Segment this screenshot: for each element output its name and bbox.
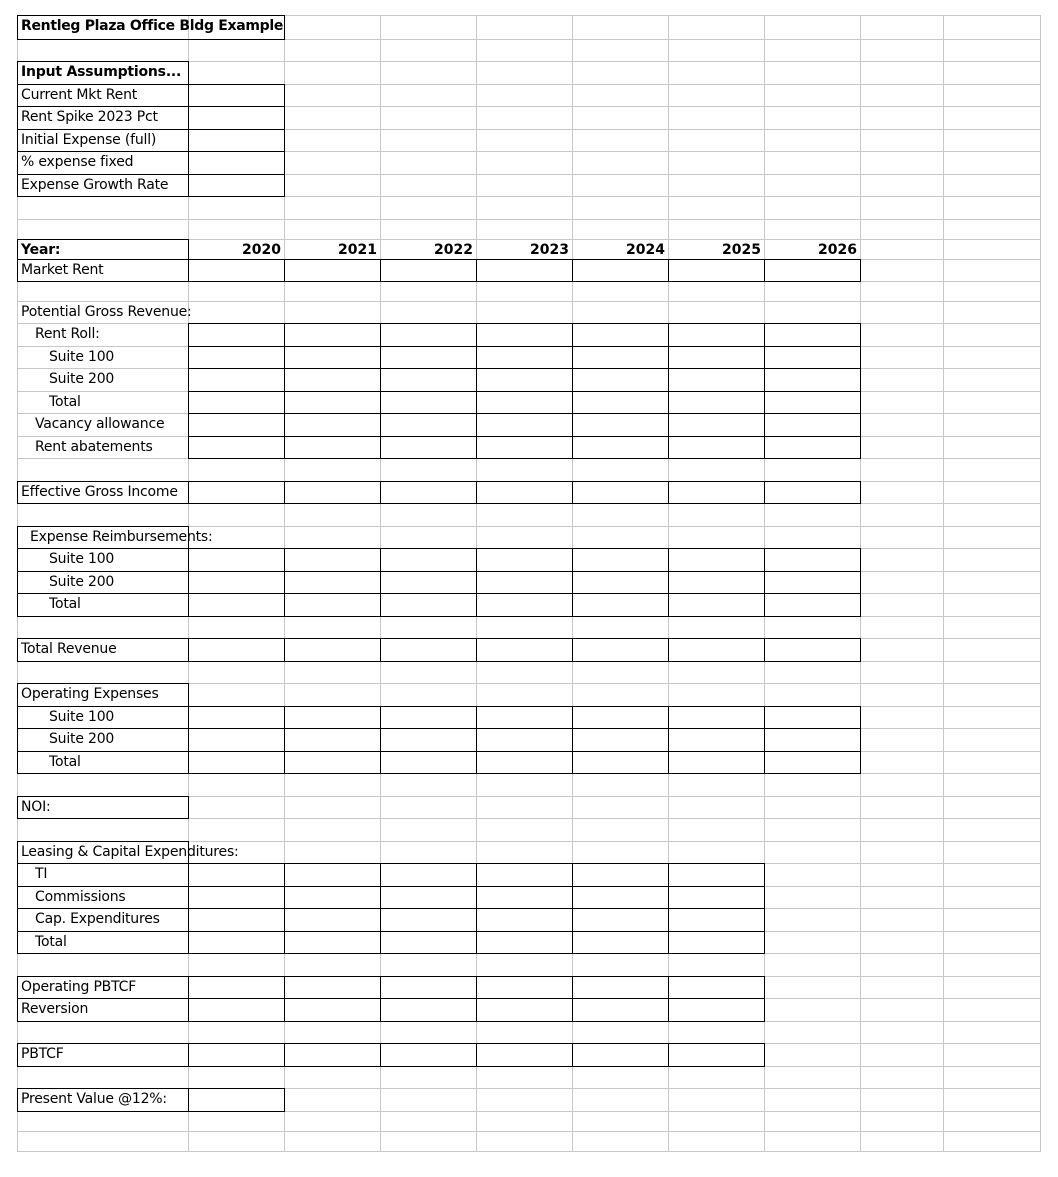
year-input-cell[interactable] [380, 481, 477, 504]
year-header: 2020 [242, 242, 281, 258]
row-label-pv: Present Value @12%: [21, 1091, 167, 1107]
row-label-noi: NOI: [21, 799, 51, 815]
assumption-label-cell [17, 84, 189, 107]
year-input-cell[interactable] [284, 346, 381, 369]
year-input-cell[interactable] [668, 863, 765, 887]
row-label-ox-total: Total [49, 754, 81, 770]
year-input-cell[interactable] [380, 593, 477, 617]
year-input-cell[interactable] [476, 976, 573, 999]
year-input-cell[interactable] [476, 998, 573, 1022]
row-label-cell [17, 751, 189, 774]
year-input-cell[interactable] [668, 436, 765, 459]
year-input-cell[interactable] [668, 998, 765, 1022]
row-label-rent-roll: Rent Roll: [35, 326, 100, 342]
year-input-cell[interactable] [476, 436, 573, 459]
year-input-cell[interactable] [764, 368, 861, 392]
year-input-cell[interactable] [572, 886, 669, 909]
row-label-lc-total: Total [35, 934, 67, 950]
year-input-cell[interactable] [764, 593, 861, 617]
gridline [17, 1131, 1041, 1132]
year-input-cell[interactable] [188, 976, 285, 999]
row-label-cell [17, 1088, 189, 1112]
year-input-cell[interactable] [764, 413, 861, 437]
year-input-cell[interactable] [668, 548, 765, 572]
gridline [17, 1151, 1041, 1152]
row-label-cell [17, 1043, 189, 1067]
row-label-exp-reimb: Expense Reimbursements: [30, 529, 213, 545]
title-cell [17, 15, 285, 40]
year-input-cell[interactable] [668, 751, 765, 774]
year-input-cell[interactable] [380, 1043, 477, 1067]
year-input-cell[interactable] [284, 638, 381, 662]
year-input-cell[interactable] [284, 481, 381, 504]
present-value-cell[interactable] [188, 1088, 285, 1112]
row-label-cell [17, 998, 189, 1022]
year-input-cell[interactable] [668, 908, 765, 932]
year-input-cell[interactable] [572, 346, 669, 369]
year-input-cell[interactable] [668, 1043, 765, 1067]
year-input-cell[interactable] [572, 548, 669, 572]
assumption-label-cell [17, 151, 189, 175]
year-input-cell[interactable] [284, 436, 381, 459]
year-input-cell[interactable] [284, 259, 381, 282]
year-input-cell[interactable] [572, 368, 669, 392]
row-label-cell [17, 931, 189, 954]
year-input-cell[interactable] [572, 638, 669, 662]
row-label-opex: Operating Expenses [21, 686, 159, 702]
year-input-cell[interactable] [476, 706, 573, 729]
gridline [17, 219, 1041, 220]
row-label-cell [17, 796, 189, 819]
year-input-cell[interactable] [476, 259, 573, 282]
year-input-cell[interactable] [188, 346, 285, 369]
year-input-cell[interactable] [476, 346, 573, 369]
year-input-cell[interactable] [188, 931, 285, 954]
assumption-input-cell[interactable] [188, 106, 285, 130]
year-input-cell[interactable] [284, 548, 381, 572]
year-input-cell[interactable] [380, 571, 477, 594]
year-input-cell[interactable] [188, 751, 285, 774]
year-input-cell[interactable] [572, 481, 669, 504]
sheet-title: Rentleg Plaza Office Bldg Example [21, 18, 284, 34]
year-input-cell[interactable] [188, 413, 285, 437]
year-input-cell[interactable] [188, 998, 285, 1022]
year-input-cell[interactable] [284, 863, 381, 887]
year-header: 2025 [722, 242, 761, 258]
row-label-cell [17, 481, 189, 504]
year-input-cell[interactable] [764, 481, 861, 504]
year-input-cell[interactable] [188, 323, 285, 347]
assumption-input-cell[interactable] [188, 129, 285, 152]
year-input-cell[interactable] [764, 391, 861, 414]
year-input-cell[interactable] [572, 706, 669, 729]
year-input-cell[interactable] [188, 593, 285, 617]
assumption-current-mkt-rent: Current Mkt Rent [21, 87, 138, 103]
year-input-cell[interactable] [476, 323, 573, 347]
year-input-cell[interactable] [476, 368, 573, 392]
year-input-cell[interactable] [572, 863, 669, 887]
year-input-cell[interactable] [572, 323, 669, 347]
year-input-cell[interactable] [284, 323, 381, 347]
row-label-leasing-capex: Leasing & Capital Expenditures: [21, 844, 239, 860]
year-input-cell[interactable] [380, 886, 477, 909]
year-input-cell[interactable] [188, 436, 285, 459]
gridline [1040, 15, 1041, 1152]
row-label-abatements: Rent abatements [35, 439, 153, 455]
year-input-cell[interactable] [476, 931, 573, 954]
year-input-cell[interactable] [764, 259, 861, 282]
year-input-cell[interactable] [284, 413, 381, 437]
row-label-rr-suite-200: Suite 200 [49, 371, 115, 387]
year-input-cell[interactable] [668, 593, 765, 617]
assumption-label-cell [17, 174, 189, 197]
row-label-vacancy: Vacancy allowance [35, 416, 165, 432]
year-input-cell[interactable] [284, 908, 381, 932]
row-label-cell [17, 976, 189, 999]
year-input-cell[interactable] [380, 728, 477, 752]
year-header: 2026 [818, 242, 857, 258]
row-label-cell [17, 526, 189, 549]
year-input-cell[interactable] [476, 571, 573, 594]
year-input-cell[interactable] [188, 481, 285, 504]
row-label-er-total: Total [49, 596, 81, 612]
assumption-expense-growth: Expense Growth Rate [21, 177, 169, 193]
row-label-cell [17, 548, 189, 572]
assumption-input-cell[interactable] [188, 151, 285, 175]
year-input-cell[interactable] [476, 1043, 573, 1067]
year-input-cell[interactable] [284, 931, 381, 954]
year-input-cell[interactable] [572, 976, 669, 999]
year-input-cell[interactable] [284, 368, 381, 392]
year-input-cell[interactable] [476, 886, 573, 909]
year-input-cell[interactable] [572, 571, 669, 594]
year-input-cell[interactable] [188, 886, 285, 909]
year-input-cell[interactable] [188, 1043, 285, 1067]
year-input-cell[interactable] [284, 593, 381, 617]
year-input-cell[interactable] [572, 259, 669, 282]
year-header: 2023 [530, 242, 569, 258]
year-input-cell[interactable] [188, 706, 285, 729]
year-input-cell[interactable] [188, 571, 285, 594]
year-input-cell[interactable] [380, 413, 477, 437]
year-input-cell[interactable] [668, 413, 765, 437]
assumption-rent-spike: Rent Spike 2023 Pct [21, 109, 158, 125]
year-input-cell[interactable] [188, 391, 285, 414]
year-input-cell[interactable] [764, 548, 861, 572]
year-input-cell[interactable] [380, 548, 477, 572]
year-input-cell[interactable] [668, 481, 765, 504]
year-input-cell[interactable] [668, 323, 765, 347]
year-input-cell[interactable] [572, 436, 669, 459]
assumption-initial-expense: Initial Expense (full) [21, 132, 157, 148]
year-input-cell[interactable] [764, 323, 861, 347]
year-input-cell[interactable] [380, 259, 477, 282]
year-input-cell[interactable] [380, 638, 477, 662]
year-input-cell[interactable] [284, 706, 381, 729]
year-input-cell[interactable] [476, 751, 573, 774]
year-input-cell[interactable] [188, 908, 285, 932]
row-label-ox-suite-200: Suite 200 [49, 731, 115, 747]
assumption-expense-fixed: % expense fixed [21, 154, 134, 170]
year-input-cell[interactable] [764, 751, 861, 774]
year-input-cell[interactable] [764, 638, 861, 662]
year-input-cell[interactable] [188, 638, 285, 662]
year-input-cell[interactable] [476, 481, 573, 504]
year-input-cell[interactable] [764, 436, 861, 459]
year-input-cell[interactable] [380, 436, 477, 459]
assumption-label-cell [17, 106, 189, 130]
year-input-cell[interactable] [284, 571, 381, 594]
year-input-cell[interactable] [476, 391, 573, 414]
year-input-cell[interactable] [284, 751, 381, 774]
gridline [943, 15, 944, 1152]
row-label-pbtcf: PBTCF [21, 1046, 64, 1062]
year-input-cell[interactable] [764, 571, 861, 594]
year-input-cell[interactable] [284, 998, 381, 1022]
row-label-total-revenue: Total Revenue [21, 641, 117, 657]
year-input-cell[interactable] [572, 998, 669, 1022]
year-input-cell[interactable] [764, 728, 861, 752]
year-input-cell[interactable] [476, 638, 573, 662]
year-input-cell[interactable] [476, 413, 573, 437]
year-input-cell[interactable] [572, 1043, 669, 1067]
year-input-cell[interactable] [188, 863, 285, 887]
year-input-cell[interactable] [764, 346, 861, 369]
assumption-input-cell[interactable] [188, 84, 285, 107]
input-assumptions-heading: Input Assumptions... [21, 64, 182, 80]
year-input-cell[interactable] [476, 863, 573, 887]
row-label-er-suite-100: Suite 100 [49, 551, 115, 567]
year-input-cell[interactable] [380, 998, 477, 1022]
row-label-reversion: Reversion [21, 1001, 89, 1017]
year-input-cell[interactable] [380, 391, 477, 414]
year-input-cell[interactable] [572, 751, 669, 774]
year-header: 2022 [434, 242, 473, 258]
year-input-cell[interactable] [380, 976, 477, 999]
year-input-cell[interactable] [572, 593, 669, 617]
row-label-op-pbtcf: Operating PBTCF [21, 979, 137, 995]
year-header: 2021 [338, 242, 377, 258]
row-label-ox-suite-100: Suite 100 [49, 709, 115, 725]
year-header: 2024 [626, 242, 665, 258]
row-label-rr-suite-100: Suite 100 [49, 349, 115, 365]
year-input-cell[interactable] [284, 976, 381, 999]
market-rent-label-cell [17, 259, 189, 282]
year-input-cell[interactable] [668, 391, 765, 414]
row-label-cell [17, 908, 189, 932]
assumption-label-cell [17, 129, 189, 152]
year-label-cell [17, 239, 189, 260]
year-input-cell[interactable] [572, 908, 669, 932]
year-input-cell[interactable] [188, 728, 285, 752]
year-input-cell[interactable] [476, 728, 573, 752]
year-input-cell[interactable] [668, 976, 765, 999]
year-input-cell[interactable] [188, 368, 285, 392]
year-input-cell[interactable] [476, 593, 573, 617]
year-input-cell[interactable] [380, 908, 477, 932]
year-input-cell[interactable] [188, 548, 285, 572]
year-input-cell[interactable] [668, 571, 765, 594]
year-input-cell[interactable] [284, 728, 381, 752]
year-input-cell[interactable] [284, 391, 381, 414]
year-input-cell[interactable] [572, 931, 669, 954]
year-input-cell[interactable] [668, 368, 765, 392]
year-input-cell[interactable] [380, 931, 477, 954]
row-label-cell [17, 593, 189, 617]
row-label-cell [17, 841, 189, 864]
year-input-cell[interactable] [572, 728, 669, 752]
row-label-cell [17, 571, 189, 594]
year-label: Year: [21, 242, 61, 258]
year-input-cell[interactable] [668, 728, 765, 752]
year-input-cell[interactable] [380, 706, 477, 729]
row-label-market-rent: Market Rent [21, 262, 104, 278]
row-label-ti: TI [35, 866, 48, 882]
year-input-cell[interactable] [668, 886, 765, 909]
year-input-cell[interactable] [188, 259, 285, 282]
row-label-commissions: Commissions [35, 889, 126, 905]
year-input-cell[interactable] [380, 323, 477, 347]
assumption-input-cell[interactable] [188, 174, 285, 197]
row-label-er-suite-200: Suite 200 [49, 574, 115, 590]
row-label-cell [17, 886, 189, 909]
row-label-cell [17, 728, 189, 752]
year-input-cell[interactable] [476, 908, 573, 932]
row-label-capex: Cap. Expenditures [35, 911, 160, 927]
row-label-cell [17, 683, 189, 707]
row-label-cell [17, 863, 189, 887]
year-input-cell[interactable] [284, 1043, 381, 1067]
row-label-cell [17, 638, 189, 662]
year-input-cell[interactable] [380, 751, 477, 774]
year-input-cell[interactable] [668, 706, 765, 729]
year-input-cell[interactable] [668, 638, 765, 662]
year-input-cell[interactable] [668, 259, 765, 282]
assumption-label-cell [17, 61, 189, 85]
row-label-egi: Effective Gross Income [21, 484, 178, 500]
row-label-cell [17, 706, 189, 729]
year-input-cell[interactable] [380, 368, 477, 392]
year-input-cell[interactable] [284, 886, 381, 909]
year-input-cell[interactable] [764, 706, 861, 729]
year-input-cell[interactable] [572, 413, 669, 437]
year-input-cell[interactable] [572, 391, 669, 414]
year-input-cell[interactable] [668, 346, 765, 369]
year-input-cell[interactable] [380, 346, 477, 369]
year-input-cell[interactable] [476, 548, 573, 572]
row-label-pgr: Potential Gross Revenue: [21, 304, 192, 320]
row-label-rr-total: Total [49, 394, 81, 410]
year-input-cell[interactable] [668, 931, 765, 954]
year-input-cell[interactable] [380, 863, 477, 887]
